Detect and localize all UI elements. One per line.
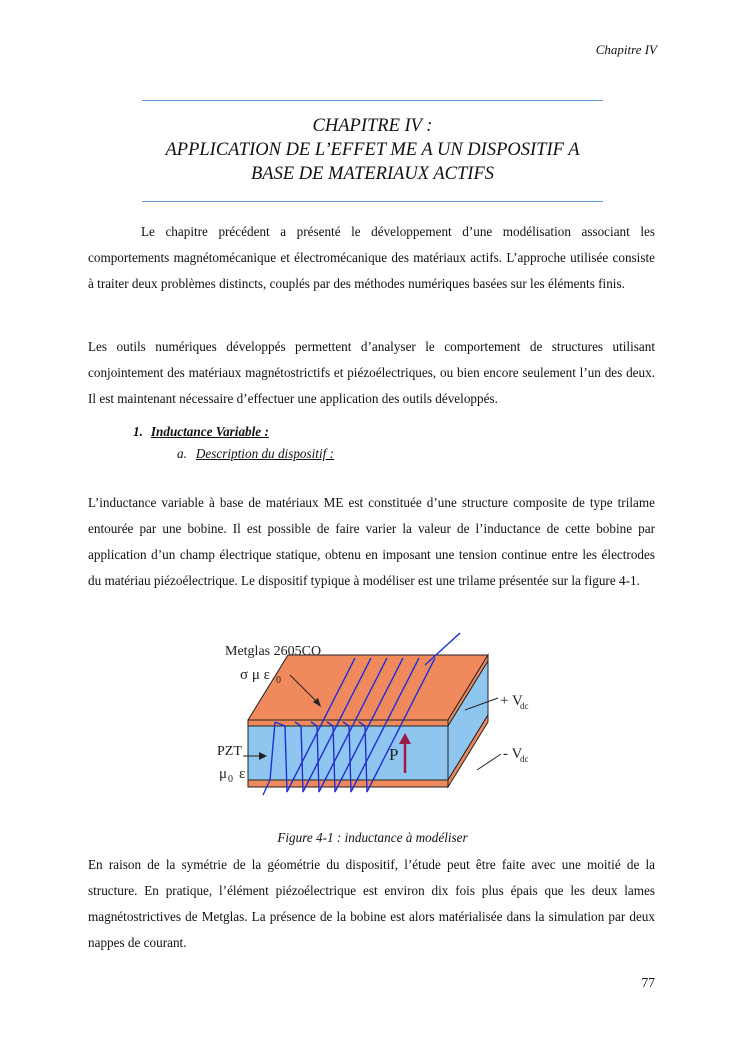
chapter-title-line: APPLICATION DE L’EFFET ME A UN DISPOSITIF A (165, 140, 580, 160)
metglas-props: σ μ ε (240, 667, 270, 683)
figure-caption: Figure 4-1 : inductance à modéliser (277, 830, 468, 845)
pzt-eps: ε (239, 766, 246, 782)
chapter-title-line: CHAPITRE IV : (312, 116, 433, 136)
section-number: 1. (133, 424, 143, 439)
polarization-label: P (389, 745, 399, 764)
title-bottom-rule (142, 201, 603, 202)
vplus-label: + V (500, 693, 523, 709)
metglas-label: Metglas 2605CO (225, 644, 322, 659)
subsection-heading-a (177, 446, 334, 462)
vminus-label: - V (503, 746, 523, 762)
intro-paragraph-1: Le chapitre précédent a présenté le développement d’une modélisation associant les comportements magnétomécanique et électromécanique des matériaux actifs. L’approche utilisée consiste à traiter deux problèmes distincts, couplés par des méthodes numériques basées sur les éléments finis. (88, 224, 655, 291)
metglas-props-sub: 0 (276, 675, 281, 686)
vminus-pointer (477, 754, 501, 770)
figure-trilame (215, 630, 535, 800)
title-top-rule (142, 100, 603, 101)
section-label: Inductance Variable : (150, 424, 269, 439)
page-number: 77 (641, 975, 655, 990)
trilame-diagram (215, 630, 535, 800)
chapter-title-line: BASE DE MATERIAUX ACTIFS (250, 164, 495, 184)
body-paragraph-3: L’inductance variable à base de matériaux ME est constituée d’une structure composite de type trilame entourée par une bobine. Il est possible de faire varier la valeur de l’inductance de cette bobine par application d’un champ électrique statique, obtenu en imposant une tension continue entre les électrodes du matériau piézoélectrique. Le dispositif typique à modéliser est une trilame présentée sur la figure 4-1. (88, 495, 655, 588)
metglas-bottom-front (248, 780, 448, 787)
pzt-props-sub: 0 (228, 774, 233, 785)
subsection-label: Description du dispositif : (195, 446, 334, 461)
section-heading-1 (133, 424, 269, 440)
pzt-props: μ (219, 766, 228, 782)
pzt-label: PZT (217, 744, 242, 759)
running-header: Chapitre IV (595, 42, 657, 57)
vminus-sub: dc (520, 754, 529, 764)
chapter-title (100, 114, 645, 186)
subsection-number: a. (177, 446, 187, 461)
intro-paragraph-2: Les outils numériques développés permettent d’analyser le comportement de structures utilisant conjointement des matériaux magnétostrictifs et piézoélectriques, ou bien encore seulement l’un des deux. Il est maintenant nécessaire d’effectuer une application des outils développés. (88, 339, 655, 406)
body-paragraph-4: En raison de la symétrie de la géométrie du dispositif, l’étude peut être faite avec une moitié de la structure. En pratique, l’élément piézoélectrique est environ dix fois plus épais que les deux lames magnétostrictives de Metglas. La présence de la bobine est alors matérialisée dans la simulation par deux nappes de courant. (88, 857, 655, 950)
vplus-sub: dc (520, 701, 529, 711)
